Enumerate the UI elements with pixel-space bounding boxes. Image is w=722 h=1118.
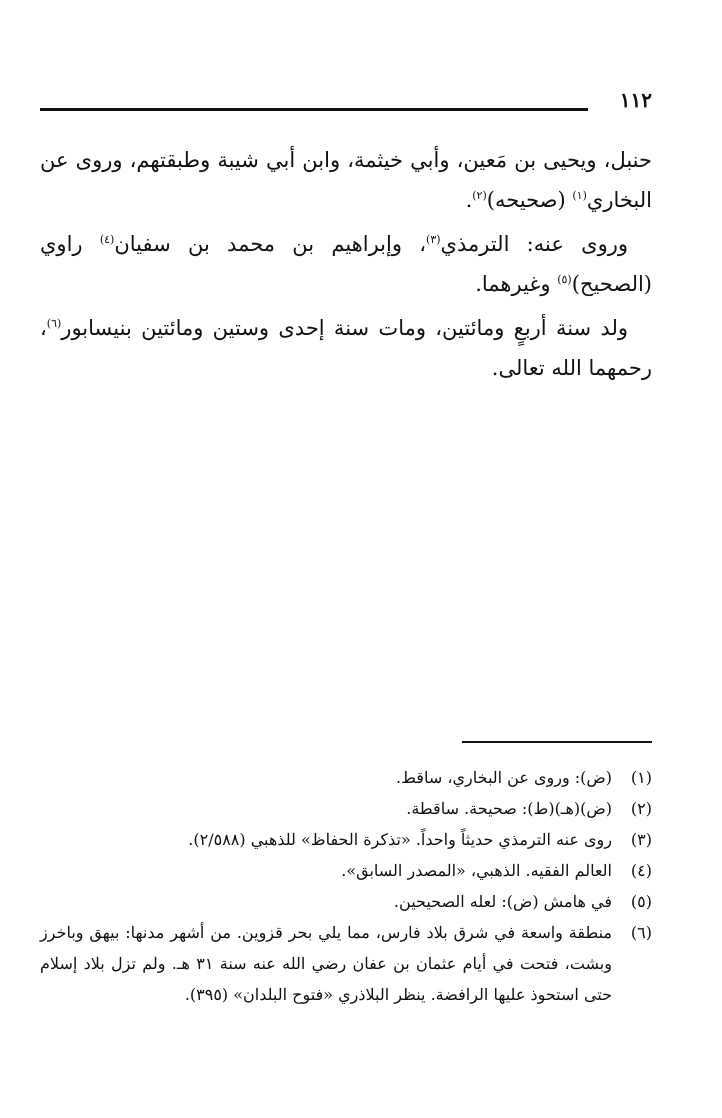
footnote-item	[40, 855, 652, 886]
footnote-number: (٤)	[630, 861, 652, 880]
para2-b: ، وإبراهيم بن محمد بن سفيان	[114, 232, 427, 256]
paragraph-1	[40, 140, 652, 220]
page-number: ١١٢	[619, 88, 652, 112]
footnote-text: (ض): وروى عن البخاري، ساقط.	[396, 768, 612, 787]
footnote-text: (ض)(هـ)(ط): صحيحة. ساقطة.	[406, 799, 612, 818]
footnote-ref-5[interactable]: (٥)	[557, 273, 572, 286]
page-header	[40, 88, 652, 116]
footnote-number: (٦)	[630, 923, 652, 942]
footnote-item	[40, 762, 652, 793]
footnote-ref-3[interactable]: (٣)	[426, 233, 441, 246]
para3-b: ، رحمهما الله تعالى.	[40, 316, 652, 380]
footnote-text: العالم الفقيه. الذهبي، «المصدر السابق».	[341, 861, 612, 880]
para3-a: ولد سنة أربعٍ ومائتين، ومات سنة إحدى وستين ومائتين بنيسابور	[61, 316, 628, 340]
footnote-text: منطقة واسعة في شرق بلاد فارس، مما يلي بحر قزوين. من أشهر مدنها: بيهق وباخرز وبشت، فتحت في أيام عثمان بن عفان رضي الله عنه سنة ٣١ هـ. ولم تزل بلاد إسلام حتى استحوذ عليها الرافضة. ينظر البلاذري «فتوح البلدان» (٣٩٥).	[40, 923, 612, 1004]
footnote-number: (٥)	[630, 892, 652, 911]
paragraph-3	[40, 308, 652, 388]
footnote-ref-4[interactable]: (٤)	[99, 233, 115, 246]
paragraph-2	[40, 224, 652, 304]
footnote-text: في هامش (ض): لعله الصحيحين.	[393, 892, 612, 911]
footnote-item	[40, 917, 652, 1010]
footnote-ref-2[interactable]: (٢)	[472, 189, 487, 202]
header-rule	[40, 108, 588, 111]
footnote-item	[40, 886, 652, 917]
para2-a: وروى عنه: الترمذي	[440, 232, 628, 256]
para1-line2: البخاري	[586, 188, 652, 212]
footnote-separator	[462, 741, 652, 743]
footnote-number: (٢)	[630, 799, 652, 818]
para1-end: .	[465, 188, 473, 212]
footnote-item	[40, 793, 652, 824]
footnote-number: (١)	[630, 768, 652, 787]
para2-d: وغيرهما.	[475, 272, 558, 296]
para2-c: راوي (الصحيح)	[40, 232, 652, 296]
footnote-ref-1[interactable]: (١)	[572, 189, 587, 202]
footnote-item	[40, 824, 652, 855]
para1-mid: (صحيحه)	[486, 188, 573, 212]
footnote-text: روى عنه الترمذي حديثاً واحداً. «تذكرة الحفاظ» للذهبي (٢/٥٨٨).	[188, 830, 612, 849]
footnote-number: (٣)	[630, 830, 652, 849]
footnote-ref-6[interactable]: (٦)	[46, 317, 62, 330]
footnotes	[40, 762, 652, 1010]
main-text	[40, 140, 652, 392]
para1-line1: حنبل، ويحيى بن مَعين، وأبي خيثمة، وابن أبي شيبة وطبقتهم، وروى عن	[40, 148, 652, 172]
